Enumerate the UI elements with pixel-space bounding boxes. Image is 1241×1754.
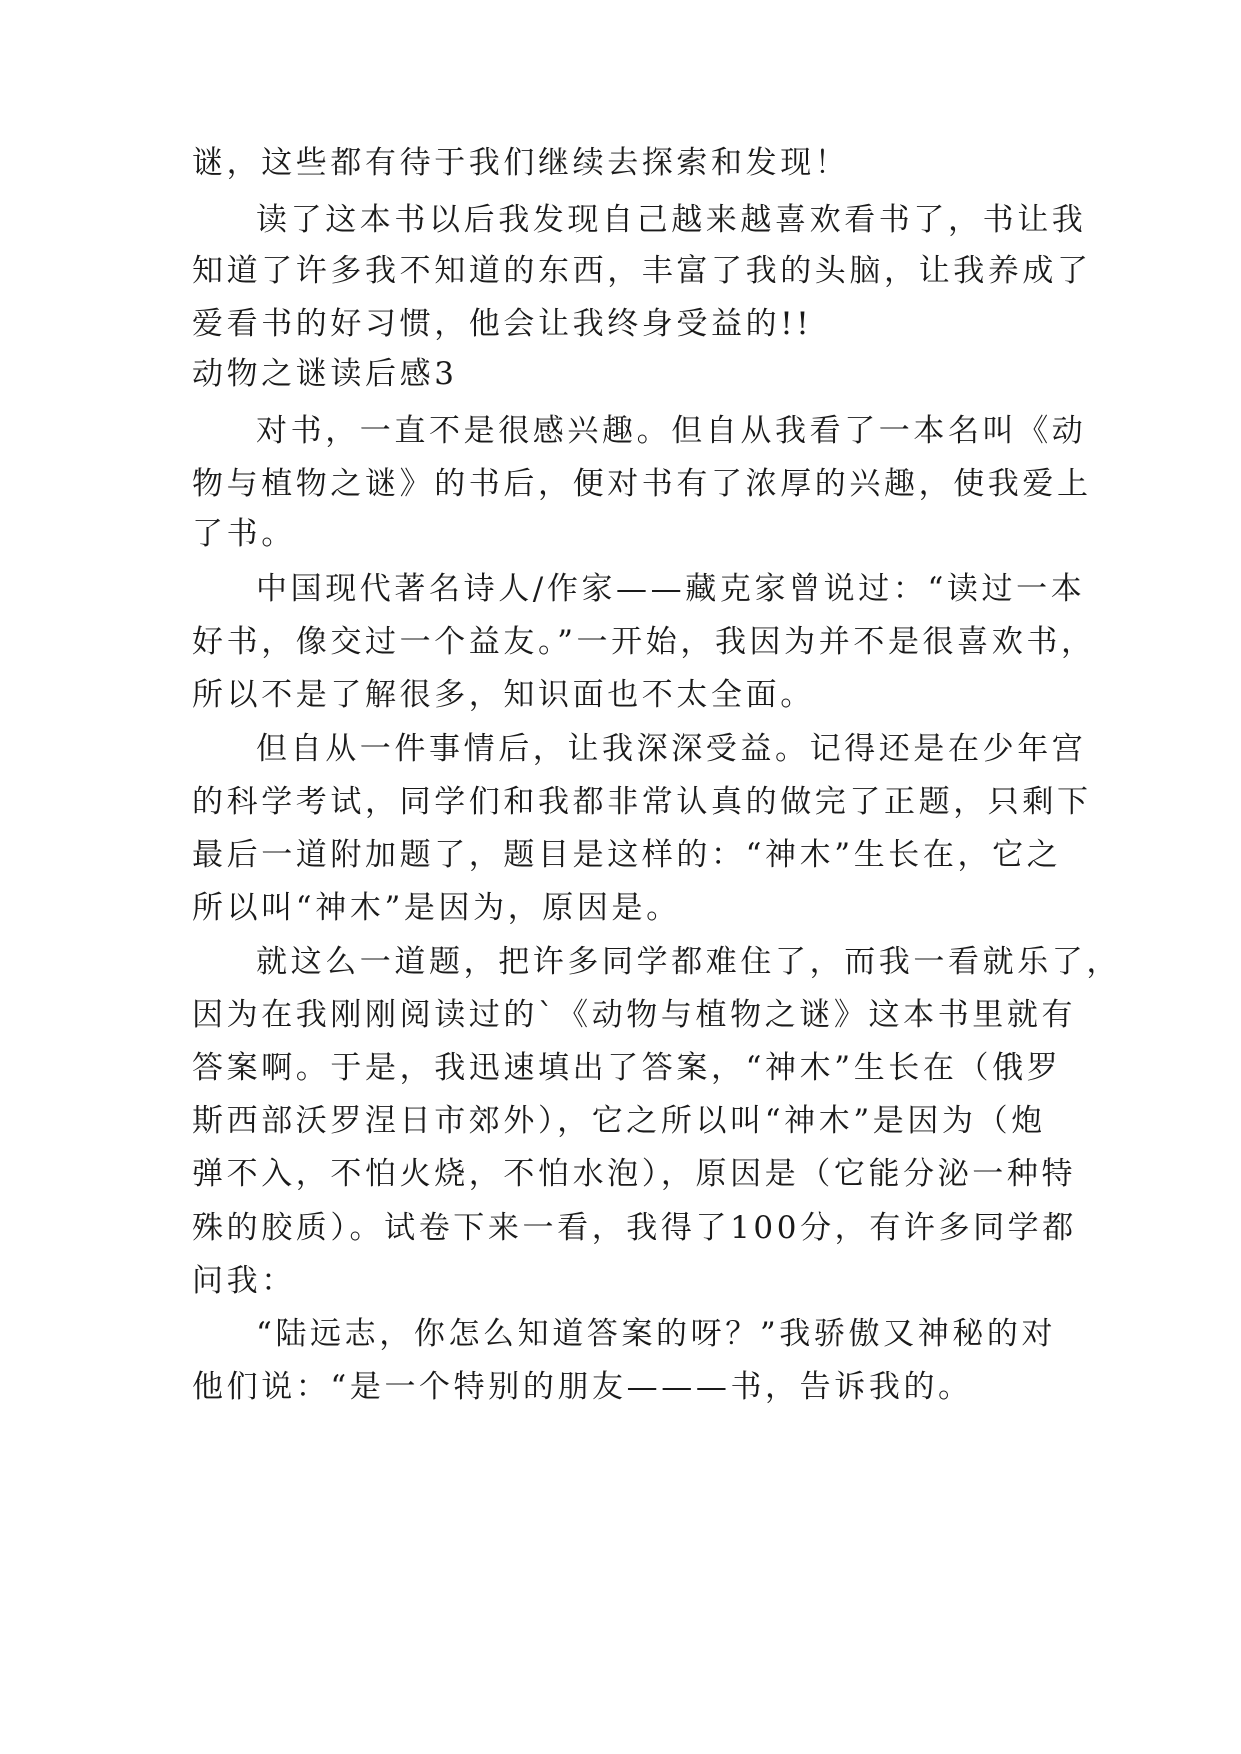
text-line: 了书。 xyxy=(192,516,296,552)
text-line: 谜，这些都有待于我们继续去探索和发现！ xyxy=(192,145,850,181)
text-line: 好书，像交过一个益友。”一开始，我因为并不是很喜欢书， xyxy=(192,624,1096,660)
paragraph-first-line: “陆远志，你怎么知道答案的呀？”我骄傲又神秘的对 xyxy=(256,1316,1057,1352)
text-line: 问我： xyxy=(192,1263,296,1299)
text-line: 最后一道附加题了，题目是这样的：“神木”生长在，它之 xyxy=(192,837,1062,873)
text-line: 物与植物之谜》的书后，便对书有了浓厚的兴趣，使我爱上 xyxy=(192,466,1092,502)
text-line: 因为在我刚刚阅读过的`《动物与植物之谜》这本书里就有 xyxy=(192,997,1077,1033)
text-line: 殊的胶质）。试卷下来一看，我得了100分，有许多同学都 xyxy=(192,1210,1077,1246)
text-line: 所以不是了解很多，知识面也不太全面。 xyxy=(192,677,815,713)
paragraph-first-line: 就这么一道题，把许多同学都难住了，而我一看就乐了， xyxy=(256,944,1121,980)
paragraph-first-line: 读了这本书以后我发现自己越来越喜欢看书了，书让我 xyxy=(256,202,1087,238)
text-line: 答案啊。于是，我迅速填出了答案，“神木”生长在（俄罗 xyxy=(192,1050,1062,1086)
text-line: 知道了许多我不知道的东西，丰富了我的头脑，让我养成了 xyxy=(192,253,1092,289)
text-line: 弹不入，不怕火烧，不怕水泡），原因是（它能分泌一种特 xyxy=(192,1156,1077,1192)
paragraph-first-line: 但自从一件事情后，让我深深受益。记得还是在少年宫 xyxy=(256,731,1087,767)
text-line: 斯西部沃罗涅日市郊外），它之所以叫“神木”是因为（炮 xyxy=(192,1103,1046,1139)
paragraph-first-line: 中国现代著名诗人/作家——藏克家曾说过：“读过一本 xyxy=(256,571,1086,607)
text-line: 所以叫“神木”是因为，原因是。 xyxy=(192,890,681,926)
text-line: 爱看书的好习惯，他会让我终身受益的!! xyxy=(192,306,813,342)
paragraph-first-line: 对书，一直不是很感兴趣。但自从我看了一本名叫《动 xyxy=(256,413,1087,449)
text-line: 的科学考试，同学们和我都非常认真的做完了正题，只剩下 xyxy=(192,784,1092,820)
section-heading: 动物之谜读后感3 xyxy=(192,356,458,392)
text-line: 他们说：“是一个特别的朋友———书，告诉我的。 xyxy=(192,1369,973,1405)
